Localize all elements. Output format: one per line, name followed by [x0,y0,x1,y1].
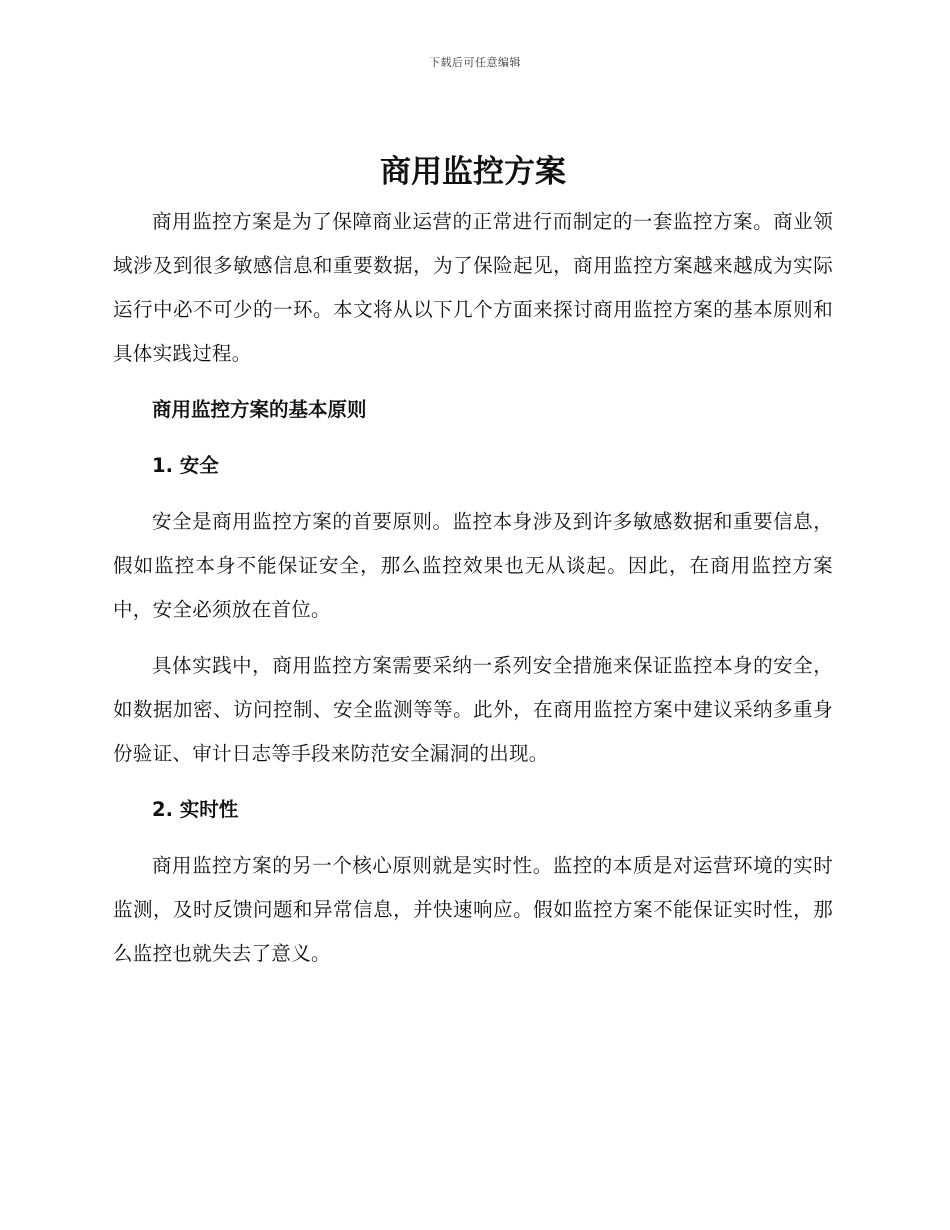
page-header-note: 下载后可任意编辑 [429,56,521,69]
section-title: 商用监控方案的基本原则 [152,398,367,421]
subsection-heading-realtime: 2. 实时性 [152,798,239,821]
security-paragraph-1: 安全是商用监控方案的首要原则。监控本身涉及到许多敏感数据和重要信息，假如监控本身不能保证安全，那么监控效果也无从谈起。因此，在商用监控方案中，安全必须放在首位。 [113,510,833,621]
document-body [113,150,833,988]
realtime-paragraph-1: 商用监控方案的另一个核心原则就是实时性。监控的本质是对运营环境的实时监测，及时反馈问题和异常信息，并快速响应。假如监控方案不能保证实时性，那么监控也就失去了意义。 [113,854,833,965]
intro-paragraph: 商用监控方案是为了保障商业运营的正常进行而制定的一套监控方案。商业领域涉及到很多敏感信息和重要数据，为了保险起见，商用监控方案越来越成为实际运行中必不可少的一环。本文将从以下几个方面来探讨商用监控方案的基本原则和具体实践过程。 [113,210,833,365]
document-title: 商用监控方案 [380,154,566,190]
security-paragraph-2: 具体实践中，商用监控方案需要采纳一系列安全措施来保证监控本身的安全，如数据加密、访问控制、安全监测等等。此外，在商用监控方案中建议采纳多重身份验证、审计日志等手段来防范安全漏洞的出现。 [113,654,833,765]
subsection-heading-security: 1. 安全 [152,454,219,477]
